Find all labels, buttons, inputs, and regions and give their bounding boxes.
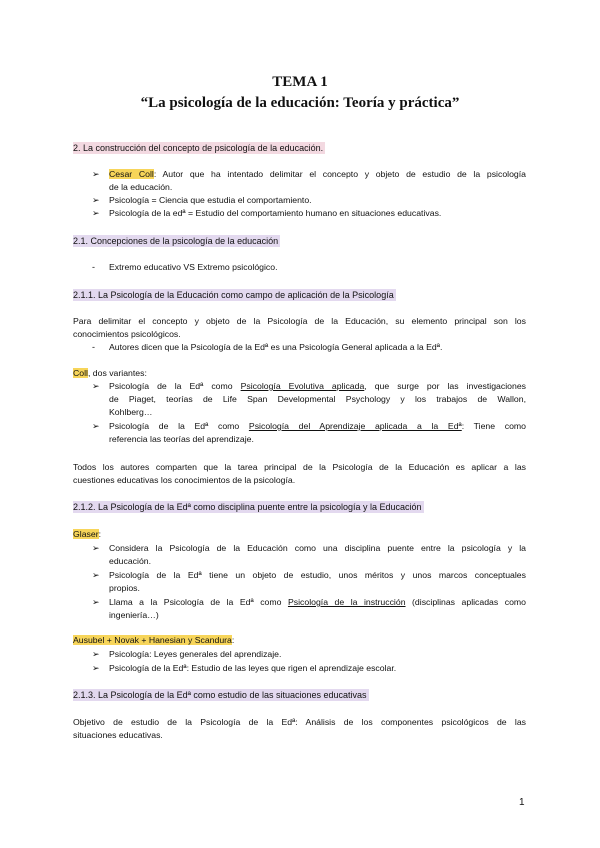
variant-2-line1: Psicología de la Edª como Psicología del Aprendizaje aplicada a la Edª: Tiene como bbox=[109, 421, 526, 431]
glaser-bullet-2-line1: Psicología de la Edª tiene un objeto de estudio, unos méritos y unos marcos conceptuales bbox=[109, 570, 526, 580]
section-2-1-1-heading-text: 2.1.1. La Psicología de la Educación como campo de aplicación de la Psicología bbox=[73, 290, 394, 300]
sec211-para2-line1: Todos los autores comparten que la tarea principal de la Psicología de la Educación es aplicar a las bbox=[73, 462, 526, 472]
arrow-bullet: ➢ bbox=[92, 421, 100, 431]
sec213-para-line2: situaciones educativas. bbox=[73, 730, 163, 740]
ausubel-bullet-1: Psicología: Leyes generales del aprendizaje. bbox=[109, 649, 282, 659]
section-2-1-2-heading-text: 2.1.2. La Psicología de la Edª como disciplina puente entre la psicología y la Educación bbox=[73, 502, 422, 512]
dash-bullet: - bbox=[92, 262, 95, 272]
arrow-bullet: ➢ bbox=[92, 195, 100, 205]
glaser-bullet-1-line1: Considera la Psicología de la Educación como una disciplina puente entre la psicología y la bbox=[109, 543, 526, 553]
sec211-para1-line1: Para delimitar el concepto y objeto de la Psicología de la Educación, su elemento principal son los bbox=[73, 316, 526, 326]
section-2-heading-text: 2. La construcción del concepto de psicología de la educación. bbox=[73, 143, 324, 153]
doc-subtitle: “La psicología de la educación: Teoría y práctica” bbox=[140, 95, 460, 111]
glaser-bullet-2-line2: propios. bbox=[109, 583, 140, 593]
section-2-1-heading bbox=[73, 234, 526, 248]
underlined-term: Psicología Evolutiva aplicada bbox=[240, 381, 365, 391]
glaser-bullet-3-line1: Llama a la Psicología de la Edª como Psicología de la instrucción (disciplinas aplicadas como bbox=[109, 597, 526, 607]
sec211-para2-line2: cuestiones educativas los conocimientos de la psicología. bbox=[73, 475, 296, 485]
arrow-bullet: ➢ bbox=[92, 543, 100, 553]
ausubel-bullet-2: Psicología de la Edª: Estudio de las leyes que rigen el aprendizaje escolar. bbox=[109, 663, 397, 673]
section-2-1-3-heading bbox=[73, 688, 526, 702]
section-2-1-2-heading bbox=[73, 500, 526, 514]
variant-1-line3: Kohlberg… bbox=[109, 407, 153, 417]
variant-1-line2: de Piaget, teorías de Life Span Developmental Psychology y los trabajos de Wallon, bbox=[109, 394, 526, 404]
glaser-intro: Glaser: bbox=[73, 529, 102, 539]
arrow-bullet: ➢ bbox=[92, 381, 100, 391]
doc-title: TEMA 1 bbox=[272, 74, 328, 90]
ausubel-highlight: Ausubel + Novak + Hanesian y Scandura bbox=[73, 635, 232, 645]
arrow-bullet: ➢ bbox=[92, 597, 100, 607]
glaser-highlight: Glaser bbox=[73, 529, 99, 539]
underlined-term: Psicología de la instrucción bbox=[287, 597, 406, 607]
page-number: 1 bbox=[519, 797, 525, 808]
arrow-bullet: ➢ bbox=[92, 663, 100, 673]
section-2-1-1-heading bbox=[73, 288, 526, 302]
arrow-bullet: ➢ bbox=[92, 570, 100, 580]
cesar-coll-highlight: Cesar Coll bbox=[109, 169, 154, 179]
variant-2-line2: referencia las teorías del aprendizaje. bbox=[109, 434, 254, 444]
arrow-bullet: ➢ bbox=[92, 169, 100, 179]
section-2-1-heading-text: 2.1. Concepciones de la psicología de la educación bbox=[73, 236, 279, 246]
variant-1-line1: Psicología de la Edª como Psicología Evolutiva aplicada, que surge por las investigaciones bbox=[109, 381, 526, 391]
glaser-bullet-3-line2: ingeniería…) bbox=[109, 610, 159, 620]
ausubel-intro: Ausubel + Novak + Hanesian y Scandura: bbox=[73, 635, 235, 645]
sec2-bullet-1: Cesar Coll: Autor que ha intentado delimitar el concepto y objeto de estudio de la psicología bbox=[109, 169, 526, 179]
coll-highlight: Coll bbox=[73, 368, 88, 378]
sec21-bullet-1: Extremo educativo VS Extremo psicológico. bbox=[109, 262, 278, 272]
sec2-bullet-1-cont: de la educación. bbox=[109, 182, 173, 192]
section-2-1-3-heading-text: 2.1.3. La Psicología de la Edª como estudio de las situaciones educativas bbox=[73, 690, 367, 700]
sec2-bullet-3: Psicología de la edª = Estudio del comportamiento humano en situaciones educativas. bbox=[109, 208, 442, 218]
sec2-bullet-2: Psicología = Ciencia que estudia el comportamiento. bbox=[109, 195, 312, 205]
arrow-bullet: ➢ bbox=[92, 649, 100, 659]
sec213-para-line1: Objetivo de estudio de la Psicología de la Edª: Análisis de los componentes psicológicos de las bbox=[73, 717, 526, 727]
section-2-heading bbox=[73, 141, 526, 155]
arrow-bullet: ➢ bbox=[92, 208, 100, 218]
sec211-para1-line2: conocimientos psicológicos. bbox=[73, 329, 181, 339]
underlined-term: Psicología del Aprendizaje aplicada a la Edª bbox=[248, 421, 462, 431]
dash-bullet: - bbox=[92, 342, 95, 352]
coll-intro: Coll, dos variantes: bbox=[73, 368, 147, 378]
glaser-bullet-1-line2: educación. bbox=[109, 556, 152, 566]
sec211-dash-1: Autores dicen que la Psicología de la Edª es una Psicología General aplicada a la Edª. bbox=[109, 342, 443, 352]
